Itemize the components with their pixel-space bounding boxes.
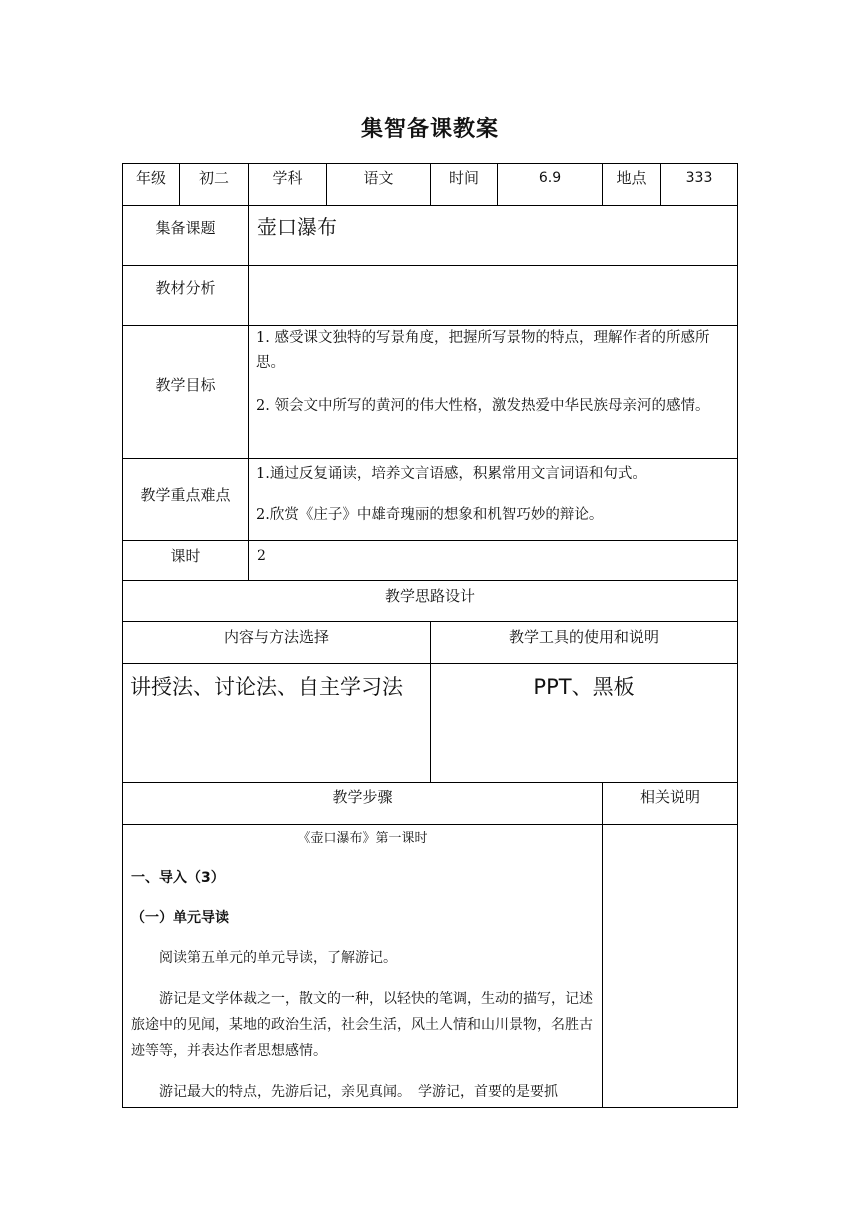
grade-value: 初二	[198, 169, 229, 187]
time-label: 时间	[448, 169, 479, 187]
page-title: 集智备课教案	[360, 117, 499, 142]
periods-label: 课时	[170, 547, 201, 565]
place-label: 地点	[616, 169, 647, 187]
key-points-label: 教学重点难点	[140, 486, 231, 504]
section-heading: 一、导入（3）	[131, 870, 225, 886]
key-point-1: 1.通过反复诵读，培养文言语感，积累常用文言词语和句式。	[256, 466, 647, 482]
goal-item-2: 2. 领会文中所写的黄河的伟大性格，激发热爱中华民族母亲河的感情。	[256, 398, 710, 414]
key-point-2: 2.欣赏《庄子》中雄奇瑰丽的想象和机智巧妙的辩论。	[256, 507, 604, 523]
time-value: 6.9	[538, 170, 562, 186]
method-value: 讲授法、讨论法、自主学习法	[130, 675, 403, 699]
topic-label: 集备课题	[155, 219, 216, 237]
tools-header: 教学工具的使用和说明	[508, 628, 659, 646]
goals-label: 教学目标	[155, 376, 216, 394]
place-value: 333	[685, 170, 713, 186]
subject-value: 语文	[363, 169, 394, 187]
periods-value: 2	[257, 548, 266, 564]
step-paragraph-3: 游记最大的特点，先游后记，亲见真闻。 学游记，首要的是要抓	[159, 1084, 558, 1100]
subject-label: 学科	[272, 169, 303, 187]
steps-header: 教学步骤	[332, 788, 393, 806]
notes-header: 相关说明	[639, 788, 700, 806]
analysis-label: 教材分析	[155, 279, 216, 297]
tools-value: PPT、黑板	[533, 675, 635, 699]
lesson-title: 《壶口瀑布》第一课时	[297, 831, 428, 846]
subsection-heading: （一）单元导读	[131, 910, 229, 926]
step-paragraph-1: 阅读第五单元的单元导读，了解游记。	[159, 950, 397, 966]
grade-label: 年级	[135, 169, 166, 187]
topic-value: 壶口瀑布	[257, 215, 337, 239]
step-paragraph-2: 游记是文学体裁之一，散文的一种，以轻快的笔调，生动的描写，记述旅途中的见闻，某地的政治生活，社会生活，风土人情和山川景物，名胜古迹等等，并表达作者思想感情。	[131, 991, 593, 1059]
method-header: 内容与方法选择	[223, 628, 329, 646]
design-heading: 教学思路设计	[384, 587, 475, 605]
goal-item-1: 1. 感受课文独特的写景角度，把握所写景物的特点，理解作者的所感所思。	[256, 330, 710, 371]
